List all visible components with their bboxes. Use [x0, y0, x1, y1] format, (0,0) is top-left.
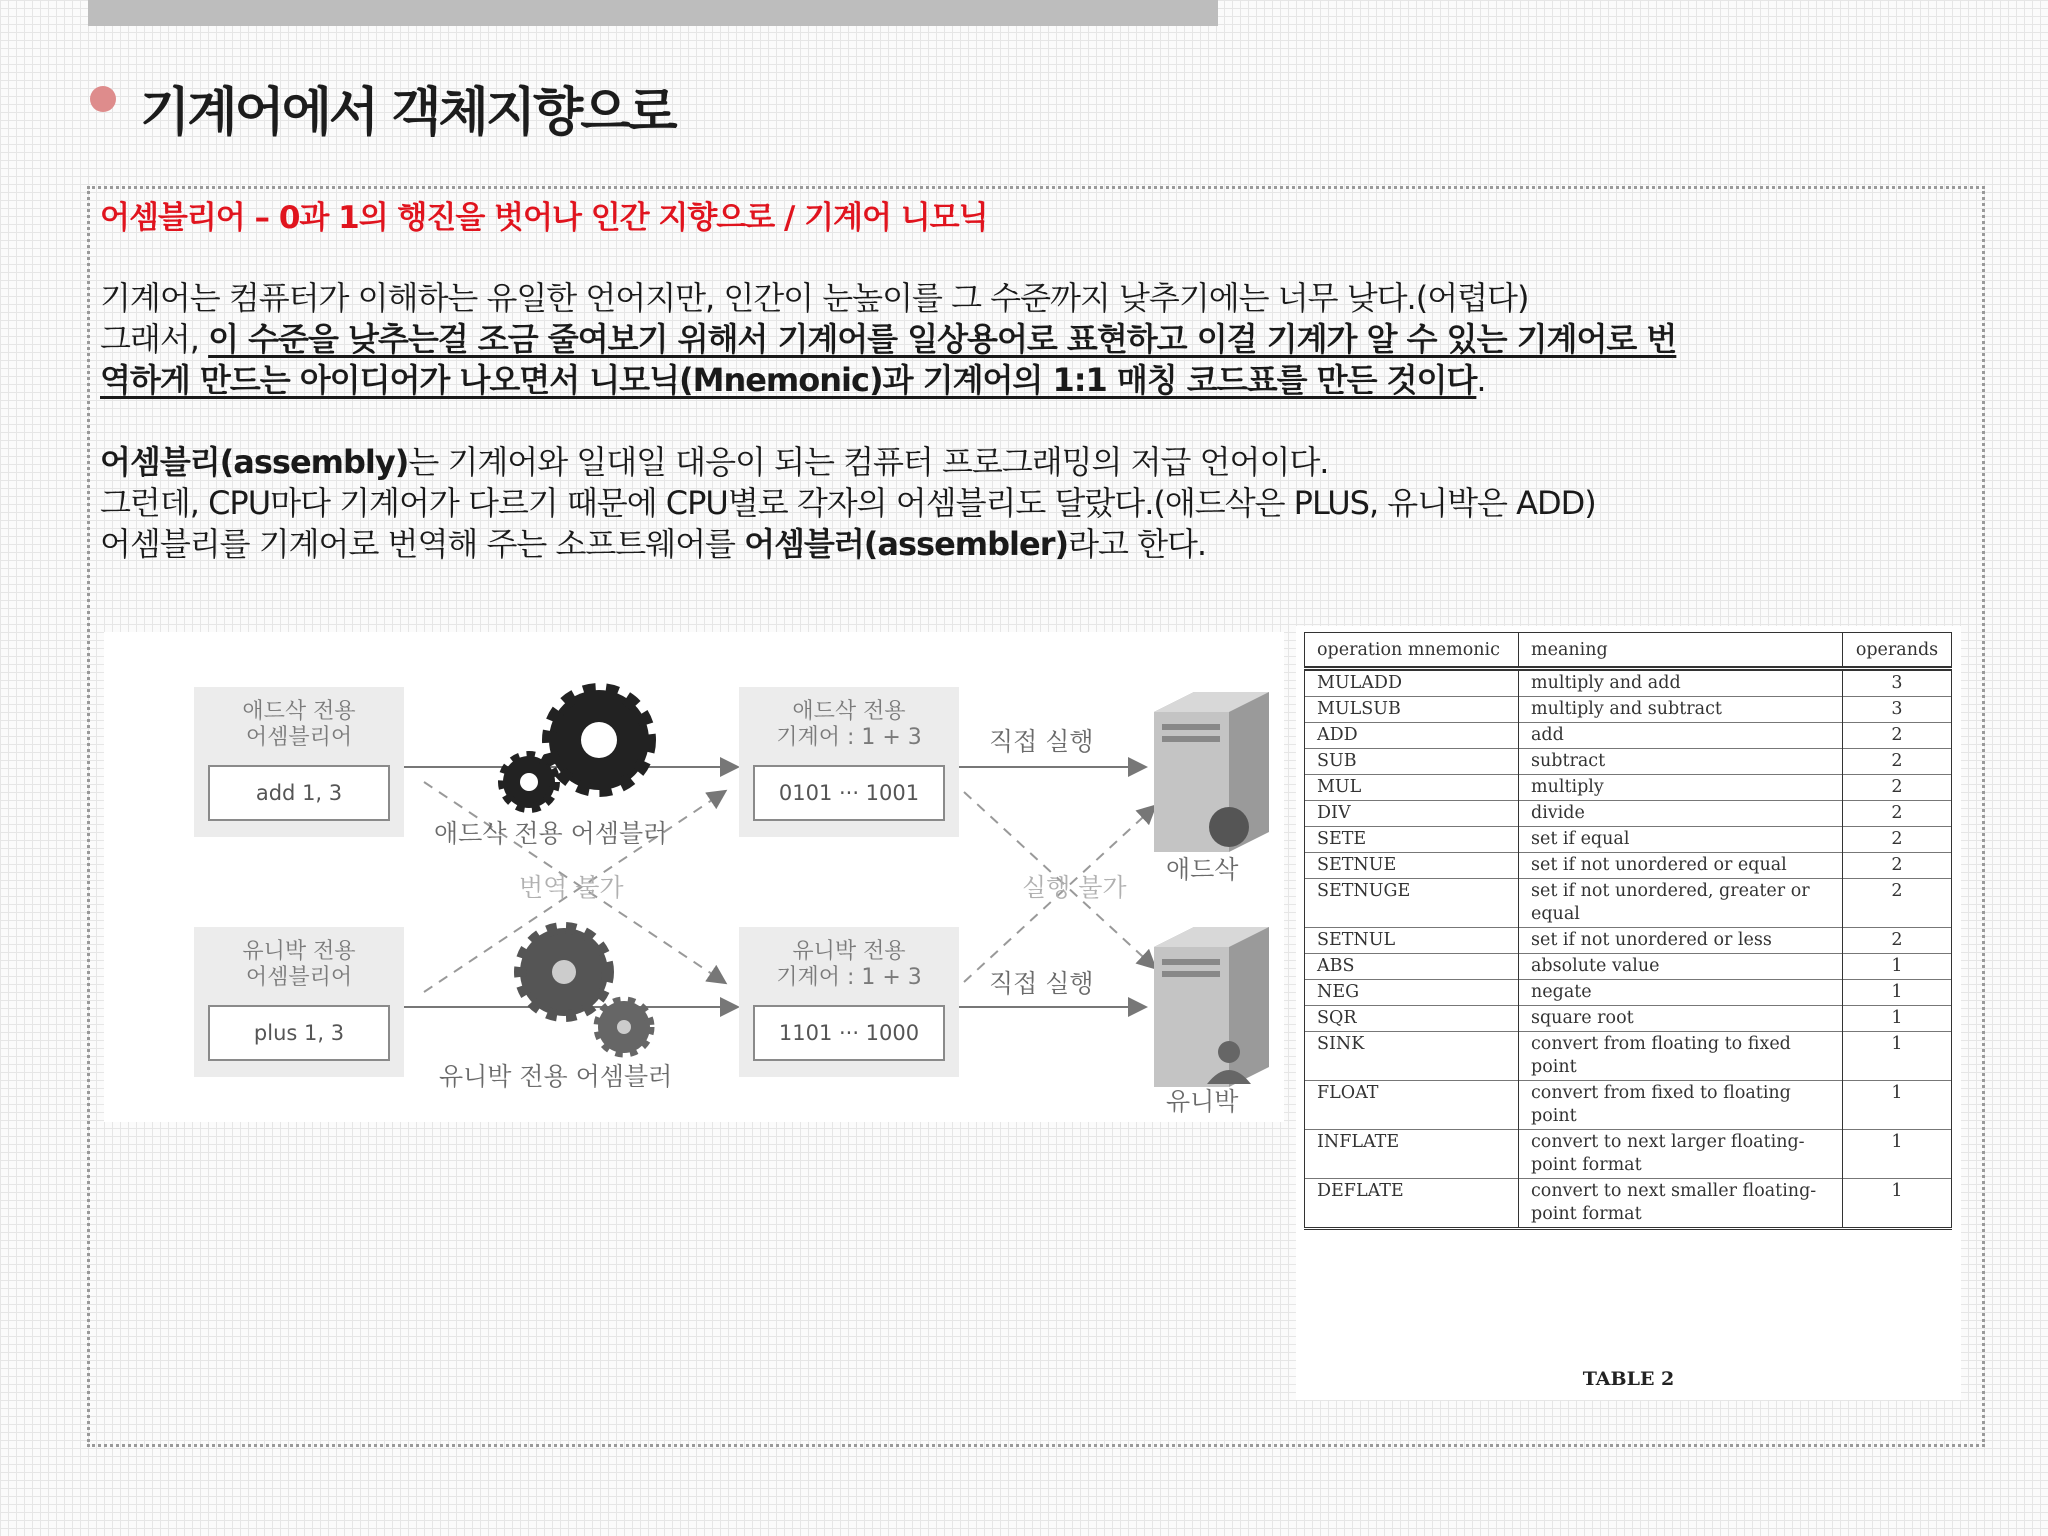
term-assembly: 어셈블리(assembly): [100, 443, 409, 481]
mnemonic-cell: MULADD: [1305, 669, 1519, 697]
univac-computer-icon: [1154, 927, 1269, 1087]
mnemonic-cell: NEG: [1305, 980, 1519, 1006]
p2-line1-rest: 는 기계어와 일대일 대응이 되는 컴퓨터 프로그래밍의 저급 언어이다.: [408, 443, 1329, 481]
operands-cell: 2: [1843, 879, 1952, 928]
edsac-gear-icon: [503, 690, 649, 808]
paragraph-1-line-2: [100, 319, 1960, 360]
operands-cell: 1: [1843, 1081, 1952, 1130]
meaning-cell: square root: [1519, 1006, 1843, 1032]
edsac-asm-title-1: 애드삭 전용: [242, 699, 356, 724]
table-row: [1305, 749, 1952, 775]
meaning-cell: convert from fixed to floating point: [1519, 1081, 1843, 1130]
table-header-row: [1305, 633, 1952, 669]
univac-asm-title-1: 유니박 전용: [242, 939, 356, 964]
meaning-cell: convert from floating to fixed point: [1519, 1032, 1843, 1081]
operands-cell: 1: [1843, 980, 1952, 1006]
operands-cell: 2: [1843, 749, 1952, 775]
section-heading: 어셈블리어 – 0과 1의 행진을 벗어나 인간 지향으로 / 기계어 니모닉: [100, 200, 988, 236]
edsac-assembly-box: [194, 687, 404, 837]
mnemonic-cell: SINK: [1305, 1032, 1519, 1081]
paragraph-2-line-3: [100, 524, 1960, 565]
operands-cell: 2: [1843, 853, 1952, 879]
page-title: 기계어에서 객체지향으로: [140, 83, 675, 143]
table-body: [1305, 669, 1952, 1229]
mnemonic-cell: SETNUGE: [1305, 879, 1519, 928]
assembler-diagram: [104, 632, 1284, 1122]
meaning-cell: convert to next smaller floating-point format: [1519, 1179, 1843, 1229]
table-row: [1305, 879, 1952, 928]
mnemonic-cell: SUB: [1305, 749, 1519, 775]
meaning-cell: multiply and subtract: [1519, 697, 1843, 723]
edsac-machine-code-box: [739, 687, 959, 837]
table-row: [1305, 980, 1952, 1006]
p1-line3-suffix: .: [1476, 361, 1486, 399]
table-row: [1305, 1179, 1952, 1229]
header-meaning: meaning: [1519, 633, 1843, 669]
table-row: [1305, 827, 1952, 853]
p2-line3-suffix: 라고 한다.: [1068, 525, 1207, 563]
header-mnemonic: operation mnemonic: [1305, 633, 1519, 669]
table-row: [1305, 1006, 1952, 1032]
body-text: [100, 196, 1960, 565]
edsac-asm-title-2: 어셈블리어: [245, 725, 353, 750]
edsac-mc-title-2: 기계어 : 1 + 3: [776, 725, 922, 750]
univac-computer-label: 유니박: [1166, 1087, 1239, 1116]
paragraph-2-line-2: 그런데, CPU마다 기계어가 다르기 때문에 CPU별로 각자의 어셈블리도 달랐다.(애드삭은 PLUS, 유니박은 ADD): [100, 484, 1596, 522]
operands-cell: 2: [1843, 928, 1952, 954]
paragraph-2: [100, 442, 1960, 565]
operands-cell: 1: [1843, 1179, 1952, 1229]
term-assembler: 어셈블러(assembler): [744, 525, 1069, 563]
operands-cell: 1: [1843, 1032, 1952, 1081]
table-row: [1305, 954, 1952, 980]
univac-mc-title-2: 기계어 : 1 + 3: [776, 965, 922, 990]
mnemonic-cell: FLOAT: [1305, 1081, 1519, 1130]
mnemonic-cell: SQR: [1305, 1006, 1519, 1032]
mnemonic-cell: SETE: [1305, 827, 1519, 853]
univac-mc-title-1: 유니박 전용: [792, 939, 906, 964]
mnemonic-cell: ADD: [1305, 723, 1519, 749]
operands-cell: 1: [1843, 1130, 1952, 1179]
mnemonic-table-panel: [1296, 626, 1961, 1400]
meaning-cell: subtract: [1519, 749, 1843, 775]
top-accent-bar: [88, 0, 1218, 26]
mnemonic-cell: SETNUE: [1305, 853, 1519, 879]
meaning-cell: multiply: [1519, 775, 1843, 801]
mnemonic-cell: DIV: [1305, 801, 1519, 827]
operands-cell: 3: [1843, 669, 1952, 697]
univac-asm-title-2: 어셈블리어: [245, 965, 353, 990]
p1-emphasis-2: 역하게 만드는 아이디어가 나오면서 니모닉(Mnemonic)과 기계어의 1:1 매칭 코드표를 만든 것이다: [100, 361, 1477, 399]
operands-cell: 3: [1843, 697, 1952, 723]
edsac-asm-code: add 1, 3: [208, 765, 390, 821]
table-row: [1305, 697, 1952, 723]
table-row: [1305, 1032, 1952, 1081]
meaning-cell: negate: [1519, 980, 1843, 1006]
edsac-mc-code: 0101 ··· 1001: [753, 765, 945, 821]
paragraph-1: [100, 278, 1960, 401]
mnemonic-cell: DEFLATE: [1305, 1179, 1519, 1229]
operands-cell: 2: [1843, 827, 1952, 853]
paragraph-1-line-3: [100, 360, 1960, 401]
univac-machine-code-box: [739, 927, 959, 1077]
edsac-mc-title-1: 애드삭 전용: [792, 699, 906, 724]
mnemonic-cell: ABS: [1305, 954, 1519, 980]
edsac-assembler-label: 애드삭 전용 어셈블러: [434, 819, 668, 848]
paragraph-2-line-1: [100, 442, 1960, 483]
meaning-cell: set if not unordered or equal: [1519, 853, 1843, 879]
cannot-translate-label: 번역 불가: [519, 873, 624, 902]
meaning-cell: set if not unordered or less: [1519, 928, 1843, 954]
table-caption: TABLE 2: [1582, 1368, 1675, 1390]
univac-direct-exec-label: 직접 실행: [989, 969, 1094, 998]
p1-line2-prefix: 그래서,: [100, 320, 209, 358]
univac-assembler-label: 유니박 전용 어셈블러: [439, 1062, 673, 1091]
univac-gear-icon: [520, 928, 650, 1053]
table-row: [1305, 801, 1952, 827]
mnemonic-table: [1304, 632, 1952, 1230]
meaning-cell: absolute value: [1519, 954, 1843, 980]
univac-asm-code: plus 1, 3: [208, 1005, 390, 1061]
operands-cell: 1: [1843, 1006, 1952, 1032]
edsac-direct-exec-label: 직접 실행: [989, 727, 1094, 756]
mnemonic-cell: INFLATE: [1305, 1130, 1519, 1179]
header-operands: operands: [1843, 633, 1952, 669]
p1-emphasis-1: 이 수준을 낮추는걸 조금 줄여보기 위해서 기계어를 일상용어로 표현하고 이걸 기계가 알 수 있는 기계어로 번: [208, 320, 1677, 358]
edsac-computer-label: 애드삭: [1166, 855, 1239, 884]
table-row: [1305, 723, 1952, 749]
table-row: [1305, 928, 1952, 954]
cannot-execute-label: 실행 불가: [1022, 873, 1127, 902]
title-bullet-icon: [90, 86, 116, 112]
meaning-cell: set if equal: [1519, 827, 1843, 853]
table-row: [1305, 775, 1952, 801]
meaning-cell: set if not unordered, greater or equal: [1519, 879, 1843, 928]
table-row: [1305, 853, 1952, 879]
table-row: [1305, 1130, 1952, 1179]
edsac-computer-icon: [1154, 692, 1269, 852]
univac-mc-code: 1101 ··· 1000: [753, 1005, 945, 1061]
meaning-cell: convert to next larger floating-point format: [1519, 1130, 1843, 1179]
paragraph-1-line-1: 기계어는 컴퓨터가 이해하는 유일한 언어지만, 인간이 눈높이를 그 수준까지 낮추기에는 너무 낮다.(어렵다): [100, 279, 1529, 317]
meaning-cell: add: [1519, 723, 1843, 749]
mnemonic-cell: MUL: [1305, 775, 1519, 801]
univac-assembly-box: [194, 927, 404, 1077]
operands-cell: 2: [1843, 775, 1952, 801]
meaning-cell: divide: [1519, 801, 1843, 827]
mnemonic-cell: SETNUL: [1305, 928, 1519, 954]
meaning-cell: multiply and add: [1519, 669, 1843, 697]
operands-cell: 2: [1843, 801, 1952, 827]
mnemonic-cell: MULSUB: [1305, 697, 1519, 723]
operands-cell: 1: [1843, 954, 1952, 980]
operands-cell: 2: [1843, 723, 1952, 749]
table-row: [1305, 1081, 1952, 1130]
table-row: [1305, 669, 1952, 697]
p2-line3-prefix: 어셈블리를 기계어로 번역해 주는 소프트웨어를: [100, 525, 745, 563]
